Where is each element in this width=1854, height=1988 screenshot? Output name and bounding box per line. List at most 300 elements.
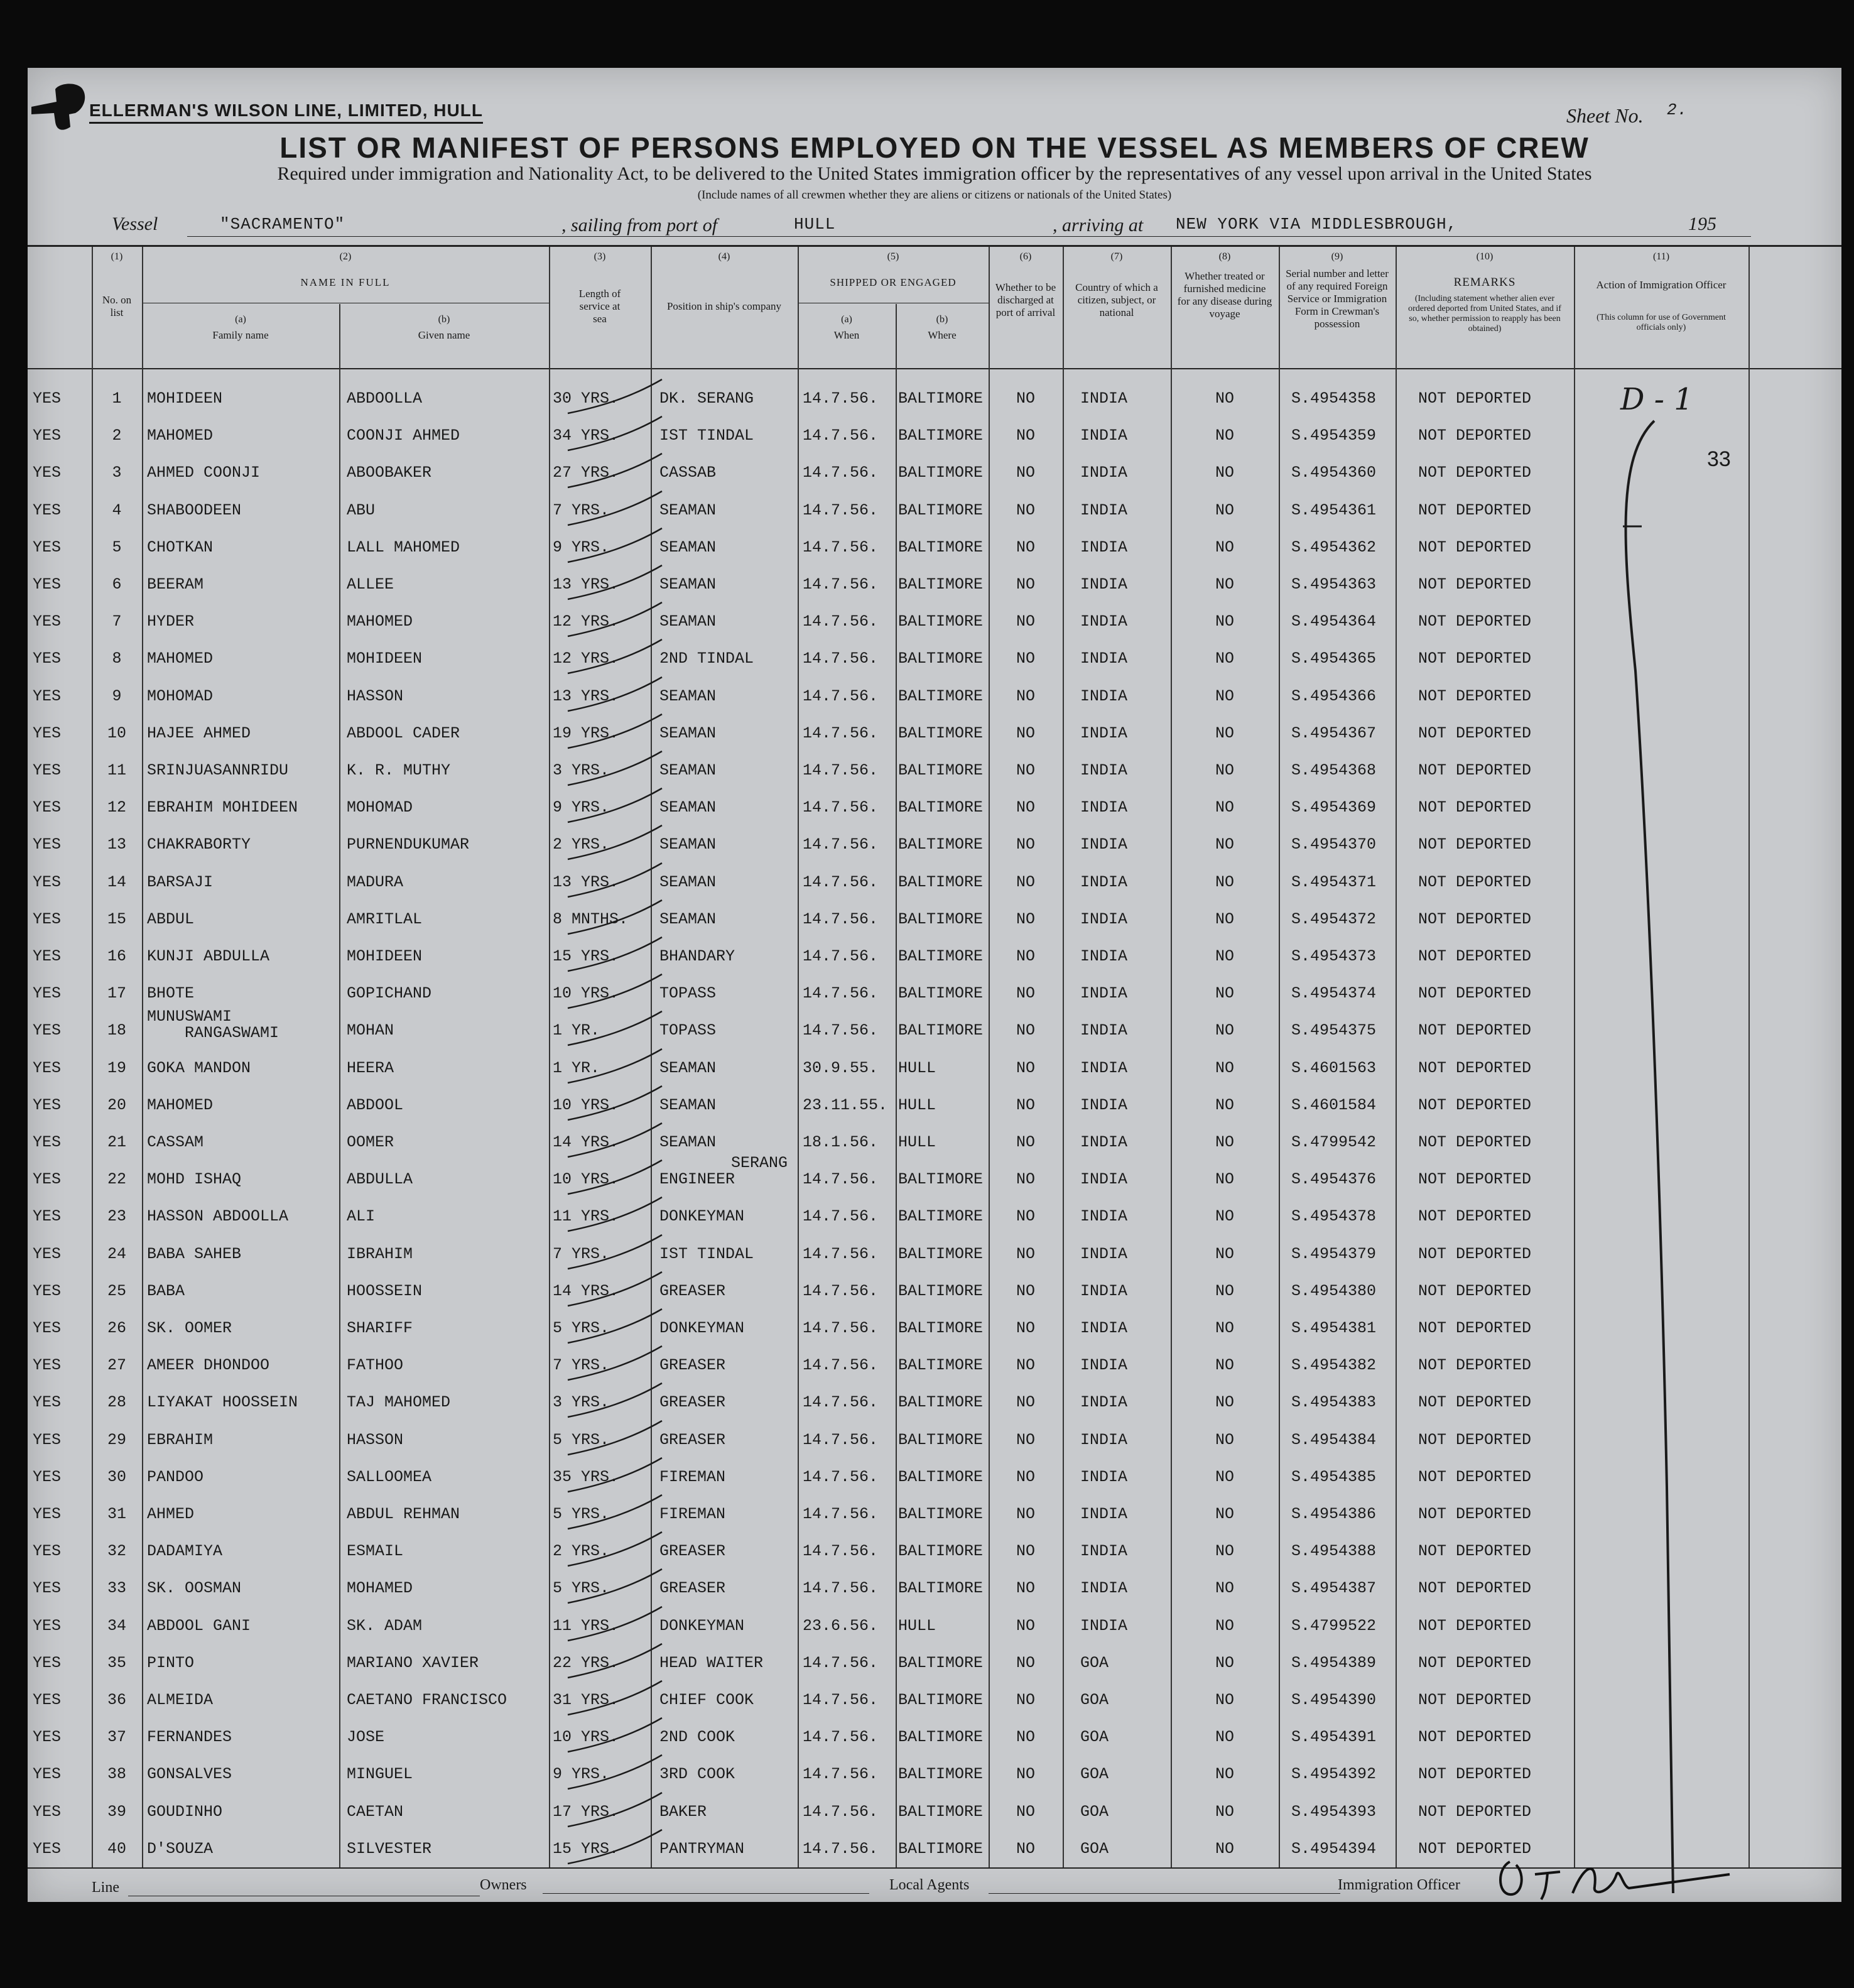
crew-shipped-when: 14.7.56. [803,426,879,445]
crew-service-length: 5 YRS. [553,1319,610,1337]
crew-shipped-when: 14.7.56. [803,1691,879,1709]
crew-family-name: HASSON ABDOOLLA [147,1207,289,1226]
company-name: ELLERMAN'S WILSON LINE, LIMITED, HULL [89,100,483,124]
crew-position: SEAMAN [659,1095,717,1114]
crew-treated: NO [1215,1765,1234,1784]
sailing-port: HULL [794,215,836,234]
crew-family-name: HYDER [147,612,195,631]
crew-row [28,1608,1841,1644]
col7-header: Country of which a citizen, subject, or national [1075,281,1158,318]
crew-remarks: NOT DEPORTED [1418,984,1532,1003]
crew-service-length: 30 YRS. [553,389,619,408]
crew-position: SEAMAN [659,612,717,631]
crew-number: 22 [107,1170,126,1189]
col5-number: (5) [887,251,899,262]
crew-shipped-when: 14.7.56. [803,1021,879,1040]
crew-position: FIREMAN [659,1467,726,1486]
sheet-number-label: Sheet No. [1566,104,1644,127]
crew-discharged: NO [1016,1281,1035,1300]
crew-number: 6 [112,575,122,594]
manifest-note: (Include names of all crewmen whether they are aliens or citizens or nationals of the United States) [697,188,1172,202]
crew-family-name: D'SOUZA [147,1839,214,1858]
crew-remarks: NOT DEPORTED [1418,1616,1532,1635]
crew-family-name: ABDOOL GANI [147,1616,251,1635]
crew-discharged: NO [1016,575,1035,594]
crew-treated: NO [1215,910,1234,928]
crew-country: INDIA [1080,1542,1128,1561]
col6-header: Whether to be discharged at port of arrival [995,281,1056,318]
crew-position: BAKER [659,1802,707,1821]
crew-check: YES [33,1393,62,1412]
crew-service-length: 2 YRS. [553,1542,610,1561]
crew-row [28,1459,1841,1496]
crew-family-name: AHMED [147,1505,195,1523]
crew-check: YES [33,984,62,1003]
crew-check: YES [33,575,62,594]
col7-number: (7) [1110,251,1123,262]
crew-family-name: MOHOMAD [147,687,214,705]
crew-discharged: NO [1016,1802,1035,1821]
crew-position: DONKEYMAN [659,1207,745,1226]
crew-remarks: NOT DEPORTED [1418,1728,1532,1747]
crew-treated: NO [1215,1319,1234,1337]
col8-header: Whether treated or furnished medicine for any disease during voyage [1177,270,1272,320]
crew-remarks: NOT DEPORTED [1418,1393,1532,1412]
crew-serial-number: S.4954372 [1291,910,1377,928]
crew-country: GOA [1080,1691,1109,1709]
crew-number: 10 [107,724,126,742]
crew-row [28,901,1841,938]
crew-shipped-when: 14.7.56. [803,1430,879,1449]
crew-family-name: MAHOMED [147,649,214,668]
crew-number: 29 [107,1430,126,1449]
crew-discharged: NO [1016,1579,1035,1598]
crew-shipped-where: BALTIMORE [898,1765,984,1784]
crew-treated: NO [1215,984,1234,1003]
col2a-letter: (a) [235,314,246,325]
crew-position: FIREMAN [659,1505,726,1523]
crew-given-name: ALI [347,1207,376,1226]
crew-check: YES [33,1728,62,1747]
crew-remarks: NOT DEPORTED [1418,1579,1532,1598]
crew-shipped-where: BALTIMORE [898,426,984,445]
crew-row [28,1124,1841,1161]
crew-number: 26 [107,1319,126,1337]
crew-position: SEAMAN [659,761,717,779]
crew-check: YES [33,1802,62,1821]
crew-given-name: MAHOMED [347,612,413,631]
crew-family-name: CASSAM [147,1133,204,1151]
crew-number: 32 [107,1542,126,1561]
manifest-subtitle: Required under immigration and Nationality Act, to be delivered to the United States immigration officer by the representatives of any vessel upon arrival in the United States [277,163,1592,184]
crew-country: INDIA [1080,1095,1128,1114]
crew-given-name: ABDOOL [347,1095,404,1114]
crew-row [28,1198,1841,1235]
crew-check: YES [33,1616,62,1635]
crew-treated: NO [1215,1281,1234,1300]
crew-remarks: NOT DEPORTED [1418,1802,1532,1821]
crew-country: INDIA [1080,910,1128,928]
crew-treated: NO [1215,1839,1234,1858]
crew-position: SEAMAN [659,798,717,817]
crew-shipped-when: 14.7.56. [803,687,879,705]
crew-check: YES [33,1356,62,1375]
crew-position: GREASER [659,1579,726,1598]
crew-check: YES [33,649,62,668]
crew-serial-number: S.4954365 [1291,649,1377,668]
crew-given-name: MOHIDEEN [347,947,423,965]
crew-position: GREASER [659,1430,726,1449]
crew-service-length: 14 YRS. [553,1133,619,1151]
crew-serial-number: S.4954389 [1291,1653,1377,1672]
crew-family-name: CHOTKAN [147,538,214,557]
crew-shipped-when: 14.7.56. [803,947,879,965]
crew-given-name: GOPICHAND [347,984,432,1003]
crew-shipped-where: BALTIMORE [898,538,984,557]
crew-treated: NO [1215,1207,1234,1226]
crew-position: IST TINDAL [659,1244,754,1263]
crew-remarks: NOT DEPORTED [1418,1691,1532,1709]
col2b-letter: (b) [438,314,450,325]
crew-shipped-where: BALTIMORE [898,1170,984,1189]
crew-number: 3 [112,464,122,482]
crew-service-length: 13 YRS. [553,687,619,705]
crew-serial-number: S.4954358 [1291,389,1377,408]
crew-treated: NO [1215,1467,1234,1486]
crew-remarks: NOT DEPORTED [1418,761,1532,779]
col3-number: (3) [594,251,606,262]
crew-shipped-where: BALTIMORE [898,724,984,742]
crew-position: GREASER [659,1281,726,1300]
officer-signature [1491,1849,1736,1906]
crew-family-name: DADAMIYA [147,1542,223,1561]
crew-position: SEAMAN [659,575,717,594]
crew-country: GOA [1080,1728,1109,1747]
crew-position: DONKEYMAN [659,1319,745,1337]
crew-row [28,1087,1841,1124]
crew-row [28,492,1841,529]
crew-number: 37 [107,1728,126,1747]
crew-serial-number: S.4954363 [1291,575,1377,594]
crew-treated: NO [1215,1356,1234,1375]
crew-service-length: 10 YRS. [553,984,619,1003]
crew-number: 38 [107,1765,126,1784]
crew-given-name: HEERA [347,1058,394,1077]
crew-discharged: NO [1016,1653,1035,1672]
crew-family-name: AMEER DHONDOO [147,1356,270,1375]
crew-treated: NO [1215,724,1234,742]
crew-given-name: HASSON [347,687,404,705]
crew-check: YES [33,538,62,557]
crew-remarks: NOT DEPORTED [1418,1430,1532,1449]
crew-position: DONKEYMAN [659,1616,745,1635]
crew-shipped-where: BALTIMORE [898,910,984,928]
crew-discharged: NO [1016,761,1035,779]
crew-position: ENGINEER [659,1170,735,1189]
crew-serial-number: S.4799522 [1291,1616,1377,1635]
crew-position: IST TINDAL [659,426,754,445]
crew-service-length: 3 YRS. [553,761,610,779]
crew-row [28,381,1841,417]
crew-discharged: NO [1016,835,1035,854]
crew-position: 2ND COOK [659,1728,735,1747]
crew-check: YES [33,426,62,445]
crew-country: GOA [1080,1765,1109,1784]
crew-family-name: LIYAKAT HOOSSEIN [147,1393,298,1412]
crew-row [28,1050,1841,1087]
crew-shipped-when: 23.6.56. [803,1616,879,1635]
crew-family-name: EBRAHIM MOHIDEEN [147,798,298,817]
col5-header: SHIPPED OR ENGAGED [830,276,957,288]
crew-shipped-where: BALTIMORE [898,1691,984,1709]
crew-service-length: 34 YRS. [553,426,619,445]
crew-family-name: MOHIDEEN [147,389,223,408]
crew-check: YES [33,872,62,891]
crew-serial-number: S.4954393 [1291,1802,1377,1821]
crew-serial-number: S.4799542 [1291,1133,1377,1151]
crew-check: YES [33,1319,62,1337]
crew-treated: NO [1215,1691,1234,1709]
crew-given-name: MINGUEL [347,1765,413,1784]
crew-given-name: OOMER [347,1133,394,1151]
crew-position-note: SERANG [731,1154,788,1173]
col5b-header: Where [928,329,957,341]
crew-country: GOA [1080,1839,1109,1858]
crew-number: 28 [107,1393,126,1412]
crew-remarks: NOT DEPORTED [1418,1653,1532,1672]
crew-shipped-when: 14.7.56. [803,910,879,928]
crew-treated: NO [1215,1653,1234,1672]
crew-given-name: ABDOOL CADER [347,724,460,742]
col11-number: (11) [1652,251,1670,262]
crew-number: 21 [107,1133,126,1151]
crew-row [28,938,1841,975]
crew-discharged: NO [1016,1021,1035,1040]
crew-given-name: LALL MAHOMED [347,538,460,557]
crew-discharged: NO [1016,947,1035,965]
crew-number: 36 [107,1691,126,1709]
crew-discharged: NO [1016,1356,1035,1375]
col11-note: (This column for use of Government officials only) [1596,313,1726,332]
crew-given-name: HOOSSEIN [347,1281,423,1300]
crew-position: SEAMAN [659,538,717,557]
crew-country: INDIA [1080,724,1128,742]
vessel-name: "SACRAMENTO" [220,215,345,234]
crew-shipped-when: 14.7.56. [803,1281,879,1300]
col9-number: (9) [1331,251,1343,262]
crew-number: 19 [107,1058,126,1077]
crew-treated: NO [1215,687,1234,705]
footer-officer-label: Immigration Officer [1338,1877,1460,1893]
crew-serial-number: S.4954371 [1291,872,1377,891]
crew-remarks: NOT DEPORTED [1418,947,1532,965]
crew-family-name: BEERAM [147,575,204,594]
action-bracket-mark [1598,420,1698,1902]
crew-remarks: NOT DEPORTED [1418,724,1532,742]
crew-discharged: NO [1016,910,1035,928]
crew-shipped-when: 14.7.56. [803,1839,879,1858]
crew-treated: NO [1215,464,1234,482]
crew-given-name: MOHIDEEN [347,649,423,668]
crew-row [28,1682,1841,1719]
crew-remarks: NOT DEPORTED [1418,1058,1532,1077]
crew-family-name: BARSAJI [147,872,214,891]
crew-discharged: NO [1016,984,1035,1003]
crew-serial-number: S.4954375 [1291,1021,1377,1040]
crew-given-name: ABU [347,501,376,519]
col2-number: (2) [339,251,352,262]
crew-discharged: NO [1016,1058,1035,1077]
col2-header: NAME IN FULL [300,276,391,288]
crew-serial-number: S.4954390 [1291,1691,1377,1709]
crew-serial-number: S.4954370 [1291,835,1377,854]
crew-row [28,530,1841,566]
col5a-header: When [833,329,860,341]
vessel-label: Vessel [112,214,158,234]
crew-row [28,864,1841,901]
crew-country: INDIA [1080,1281,1128,1300]
action-count: 33 [1707,447,1731,471]
crew-position: SEAMAN [659,1058,717,1077]
crew-serial-number: S.4954394 [1291,1839,1377,1858]
crew-treated: NO [1215,1505,1234,1523]
crew-row [28,1008,1841,1049]
crew-check: YES [33,724,62,742]
crew-check: YES [33,1839,62,1858]
crew-number: 4 [112,501,122,519]
crew-discharged: NO [1016,1542,1035,1561]
crew-shipped-where: BALTIMORE [898,1579,984,1598]
crew-check: YES [33,947,62,965]
crew-position: 2ND TINDAL [659,649,754,668]
crew-shipped-where: BALTIMORE [898,1244,984,1263]
crew-given-name: SK. ADAM [347,1616,423,1635]
crew-shipped-where: BALTIMORE [898,649,984,668]
crew-country: INDIA [1080,687,1128,705]
crew-given-name: IBRAHIM [347,1244,413,1263]
crew-discharged: NO [1016,1505,1035,1523]
crew-shipped-where: HULL [898,1058,936,1077]
col5a-letter: (a) [841,314,852,325]
crew-shipped-where: BALTIMORE [898,798,984,817]
crew-shipped-where: BALTIMORE [898,1728,984,1747]
crew-treated: NO [1215,1021,1234,1040]
crew-shipped-when: 14.7.56. [803,984,879,1003]
crew-remarks: NOT DEPORTED [1418,835,1532,854]
crew-row [28,604,1841,640]
crew-given-name: SHARIFF [347,1319,413,1337]
crew-number: 39 [107,1802,126,1821]
crew-check: YES [33,1430,62,1449]
crew-country: INDIA [1080,464,1128,482]
crew-service-length: 15 YRS. [553,947,619,965]
crew-country: GOA [1080,1653,1109,1672]
crew-country: INDIA [1080,612,1128,631]
crew-family-name: PANDOO [147,1467,204,1486]
crew-treated: NO [1215,1728,1234,1747]
crew-remarks: NOT DEPORTED [1418,872,1532,891]
crew-serial-number: S.4954369 [1291,798,1377,817]
crew-shipped-when: 14.7.56. [803,798,879,817]
crew-check: YES [33,1467,62,1486]
crew-remarks: NOT DEPORTED [1418,1839,1532,1858]
crew-family-name: KUNJI ABDULLA [147,947,270,965]
crew-service-length: 13 YRS. [553,575,619,594]
crew-treated: NO [1215,1393,1234,1412]
crew-treated: NO [1215,1802,1234,1821]
crew-service-length: 5 YRS. [553,1430,610,1449]
col8-number: (8) [1218,251,1231,262]
crew-country: INDIA [1080,1021,1128,1040]
crew-country: INDIA [1080,1244,1128,1263]
crew-treated: NO [1215,1133,1234,1151]
crew-family-name: SK. OOMER [147,1319,232,1337]
crew-row [28,567,1841,603]
crew-treated: NO [1215,1579,1234,1598]
crew-treated: NO [1215,1244,1234,1263]
crew-family-name: HAJEE AHMED [147,724,251,742]
crew-shipped-where: BALTIMORE [898,389,984,408]
crew-discharged: NO [1016,724,1035,742]
crew-shipped-when: 14.7.56. [803,1356,879,1375]
crew-number: 13 [107,835,126,854]
crew-shipped-when: 23.11.55. [803,1095,888,1114]
crew-position: PANTRYMAN [659,1839,745,1858]
crew-discharged: NO [1016,687,1035,705]
crew-remarks: NOT DEPORTED [1418,798,1532,817]
crew-discharged: NO [1016,1170,1035,1189]
crew-service-length: 9 YRS. [553,798,610,817]
crew-number: 24 [107,1244,126,1263]
crew-shipped-where: BALTIMORE [898,575,984,594]
crew-number: 20 [107,1095,126,1114]
crew-number: 5 [112,538,122,557]
crew-given-name: K. R. MUTHY [347,761,451,779]
crew-row [28,1273,1841,1310]
footer-line-label: Line [92,1879,119,1896]
crew-position: DK. SERANG [659,389,754,408]
crew-position: SEAMAN [659,835,717,854]
crew-row [28,975,1841,1012]
crew-position: GREASER [659,1393,726,1412]
crew-treated: NO [1215,1095,1234,1114]
crew-serial-number: S.4954368 [1291,761,1377,779]
crew-service-length: 5 YRS. [553,1579,610,1598]
crew-remarks: NOT DEPORTED [1418,1170,1532,1189]
crew-shipped-when: 14.7.56. [803,1170,879,1189]
crew-treated: NO [1215,835,1234,854]
arriving-port: NEW YORK VIA MIDDLESBROUGH, [1176,215,1458,234]
crew-family-name: GOKA MANDON [147,1058,251,1077]
crew-service-length: 19 YRS. [553,724,619,742]
crew-treated: NO [1215,1430,1234,1449]
crew-given-name: SILVESTER [347,1839,432,1858]
crew-country: INDIA [1080,947,1128,965]
crew-family-name: MAHOMED [147,426,214,445]
crew-serial-number: S.4954391 [1291,1728,1377,1747]
crew-shipped-when: 14.7.56. [803,1319,879,1337]
crew-service-length: 9 YRS. [553,538,610,557]
crew-shipped-where: HULL [898,1133,936,1151]
crew-family-name-line1: MUNUSWAMI [147,1008,232,1026]
crew-shipped-where: BALTIMORE [898,687,984,705]
crew-country: INDIA [1080,984,1128,1003]
action-annotation: D - 1 [1620,382,1693,417]
crew-row [28,1154,1841,1198]
col10-header: REMARKS [1453,276,1516,289]
crew-family-name: PINTO [147,1653,195,1672]
crew-discharged: NO [1016,1839,1035,1858]
